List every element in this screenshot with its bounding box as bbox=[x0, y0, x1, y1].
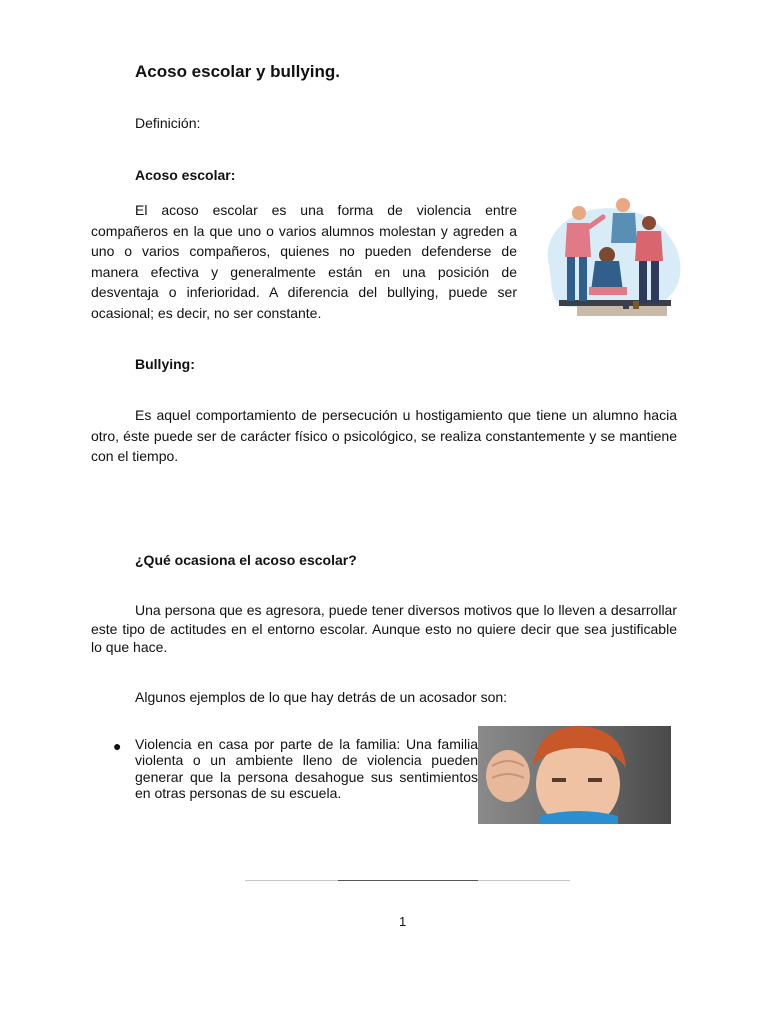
examples-intro: Algunos ejemplos de lo que hay detrás de un acosador son: bbox=[135, 689, 508, 705]
section-body-acoso: El acoso escolar es una forma de violencia entre compañeros en la que uno o varios alumnos molestan y agreden a uno o varios compañeros, quienes no pueden defenderse de manera efectiva y generalmente están en una posición de desventaja o inferioridad. A diferencia del bullying, puede ser ocasional; es decir, no ser constante. bbox=[91, 202, 517, 321]
section-body-bullying: Es aquel comportamiento de persecución u hostigamiento que tiene un alumno hacia otro, éste puede ser de carácter físico o psicológico, se realiza constantemente y se mantiene con el tiempo. bbox=[91, 407, 677, 464]
page-number: 1 bbox=[399, 914, 407, 929]
footer-divider-accent bbox=[338, 880, 478, 881]
bullet-marker: ● bbox=[113, 738, 122, 754]
bullying-illustration bbox=[537, 195, 687, 319]
section-heading-acoso: Acoso escolar: bbox=[135, 167, 236, 183]
document-title: Acoso escolar y bullying. bbox=[135, 62, 341, 81]
angry-boy-photo bbox=[478, 726, 671, 824]
section-heading-bullying: Bullying: bbox=[135, 356, 195, 372]
section-body-causes: Una persona que es agresora, puede tener diversos motivos que lo lleven a desarrollar este tipo de actitudes en el entorno escolar. Aunque esto no quiere decir que sea justificable lo que hace. bbox=[91, 602, 677, 655]
section-heading-causes: ¿Qué ocasiona el acoso escolar? bbox=[135, 552, 357, 568]
bullet-item-violence: Violencia en casa por parte de la familia: Una familia violenta o un ambiente lleno de violencia pueden generar que la persona desahogue sus sentimientos en otras personas de su escuela. bbox=[135, 736, 478, 802]
definition-label: Definición: bbox=[135, 115, 201, 131]
